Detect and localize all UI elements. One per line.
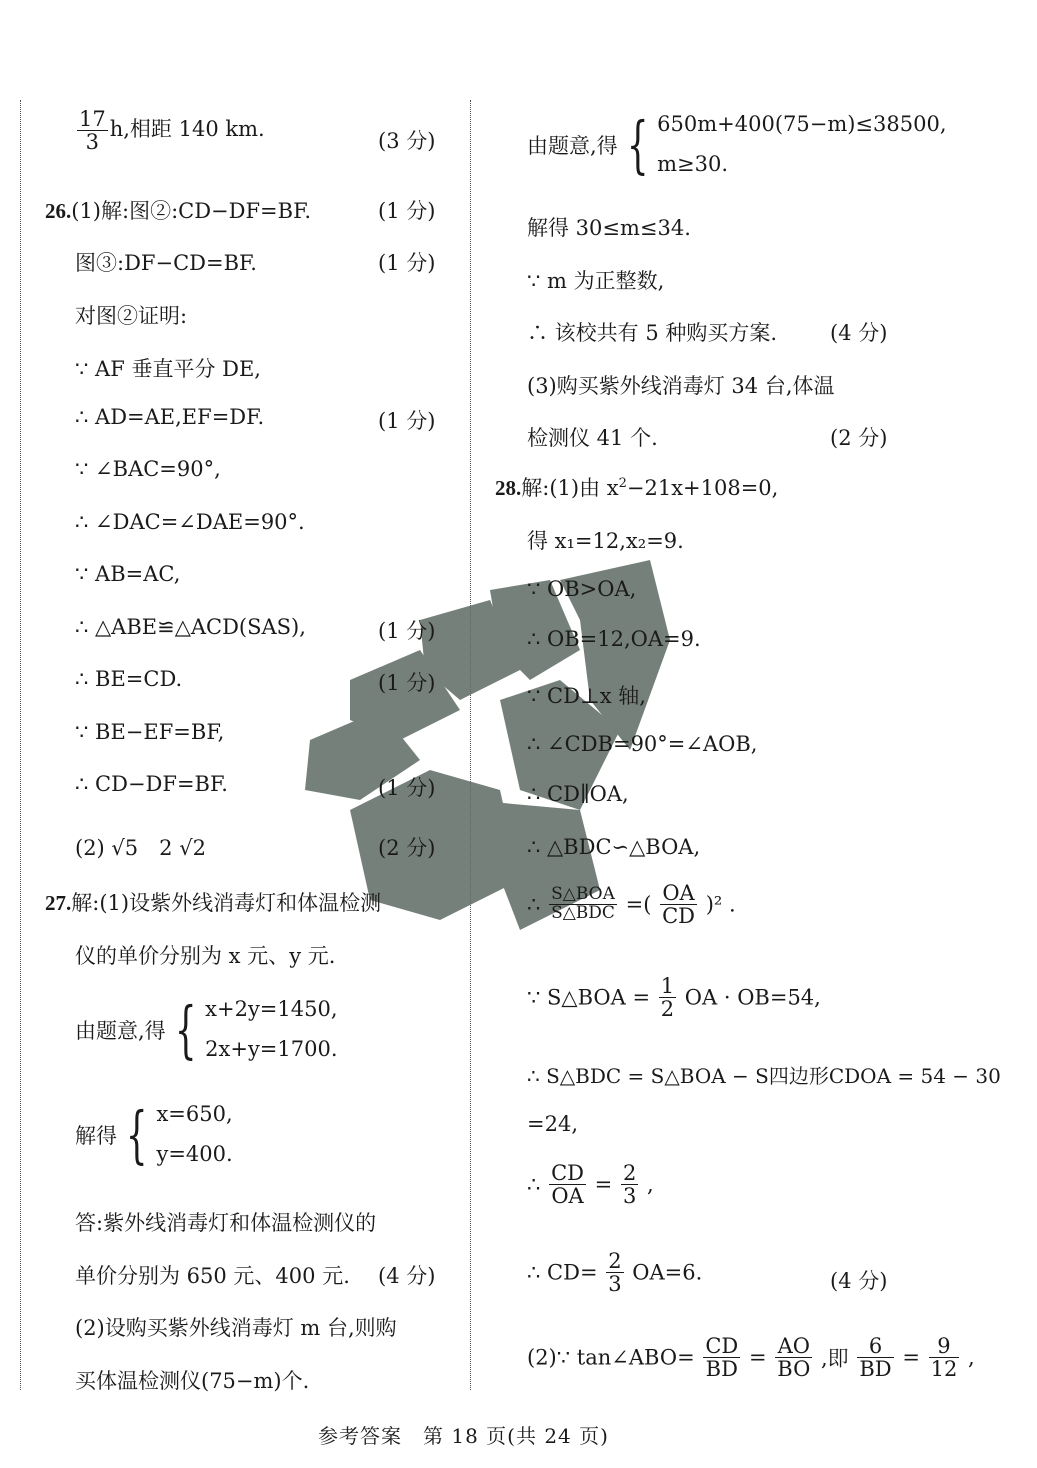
q28-line-7: ∴ CD∥OA, [527,782,629,806]
q28-ratio-line: ∴ $\frac{\text{S△BOA}}{\text{S△BDC}}$ =( $\frac{OA}{CD}$ )² . [527,881,736,929]
q28-tan-line: (2)∵ tan∠ABO= $\frac{CD}{BD}$ = $\frac{AO}{BO}$ ,即 $\frac{6}{BD}$ = $\frac{9}{12}$ , [527,1334,975,1382]
q26-line-12: ∴ CD−DF=BF. [75,772,228,796]
q27-line-1: 27.解:(1)设紫外线消毒灯和体温检测 [45,891,382,915]
q26-line-6: ∵ ∠BAC=90°, [75,457,221,481]
right-system-1: 由题意,得 { 650m+400(75−m)≤38500, m≥30. [527,107,947,181]
q28-cd-value: ∴ CD= $\frac{2}{3}$ OA=6. [527,1249,703,1297]
right-line-2: 解得 30≤m≤34. [527,216,691,240]
q28-cd-ratio: ∴ $\frac{CD}{OA}$ = $\frac{2}{3}$ , [527,1161,654,1209]
q27-system-1: 由题意,得 { x+2y=1450, 2x+y=1700. [75,992,338,1066]
q28-line-1: 28.解:(1)由 $x^2-21x+108=0$, [495,476,779,500]
q27-line-2: 仪的单价分别为 x 元、y 元. [75,944,336,968]
q28-line-2: 得 x₁=12,x₂=9. [527,529,684,553]
q28-line-8: ∴ △BDC∽△BOA, [527,835,701,859]
q28-area-diff: ∴ S△BDC = S△BOA − S四边形CDOA = 54 − 30 [527,1064,1001,1088]
q26-line-4: ∵ AF 垂直平分 DE, [75,357,261,381]
score: (3 分) [378,129,436,153]
q26-line-10: ∴ BE=CD. [75,667,183,691]
q27-system-2: 解得 { x=650, y=400. [75,1097,233,1171]
q26-line-3: 对图②证明: [75,304,188,328]
q28-line-5: ∵ CD⊥x 轴, [527,684,646,708]
score: (2 分) [830,426,888,450]
q27-line-7: (2)设购买紫外线消毒灯 m 台,则购 [75,1316,397,1340]
score: (1 分) [378,776,436,800]
q28-area-result: =24, [527,1112,578,1136]
q28-line-3: ∵ OB>OA, [527,577,637,601]
score: (4 分) [378,1264,436,1288]
q27-line-8: 买体温检测仪(75−m)个. [75,1369,310,1393]
q26-line-5: ∴ AD=AE,EF=DF. [75,405,265,429]
left-line-1: $\frac{17}{3}$ h,相距 140 km. [79,107,265,155]
fraction-17-3: $\frac{17}{3}$ [79,107,106,155]
q26-line-7: ∴ ∠DAC=∠DAE=90°. [75,510,305,534]
right-line-4: ∴ 该校共有 5 种购买方案. [527,321,778,345]
score: (4 分) [830,1269,888,1293]
score: (1 分) [378,409,436,433]
right-line-5: (3)购买紫外线消毒灯 34 台,体温 [527,374,835,398]
score: (4 分) [830,321,888,345]
right-line-3: ∵ m 为正整数, [527,269,665,293]
score: (2 分) [378,836,436,860]
q28-line-4: ∴ OB=12,OA=9. [527,627,701,651]
q26-line-13: (2) √5 2 √2 [75,836,206,860]
q28-line-6: ∴ ∠CDB=90°=∠AOB, [527,732,758,756]
q27-line-5: 答:紫外线消毒灯和体温检测仪的 [75,1211,377,1235]
page-footer: 参考答案 第 18 页(共 24 页) [318,1424,609,1448]
q26-line-2: 图③:DF−CD=BF. [75,251,257,275]
score: (1 分) [378,619,436,643]
q28-area-line: ∵ S△BOA = $\frac{1}{2}$ OA · OB=54, [527,974,821,1022]
q26-line-1: 26.(1)解:图②:CD−DF=BF. [45,199,312,223]
score: (1 分) [378,671,436,695]
left-margin-rule [20,100,21,1390]
q26-line-11: ∵ BE−EF=BF, [75,720,225,744]
q26-line-9: ∴ △ABE≌△ACD(SAS), [75,615,306,639]
right-line-6: 检测仪 41 个. [527,426,658,450]
q26-line-8: ∵ AB=AC, [75,562,181,586]
score: (1 分) [378,199,436,223]
score: (1 分) [378,251,436,275]
q27-line-6: 单价分别为 650 元、400 元. [75,1264,350,1288]
